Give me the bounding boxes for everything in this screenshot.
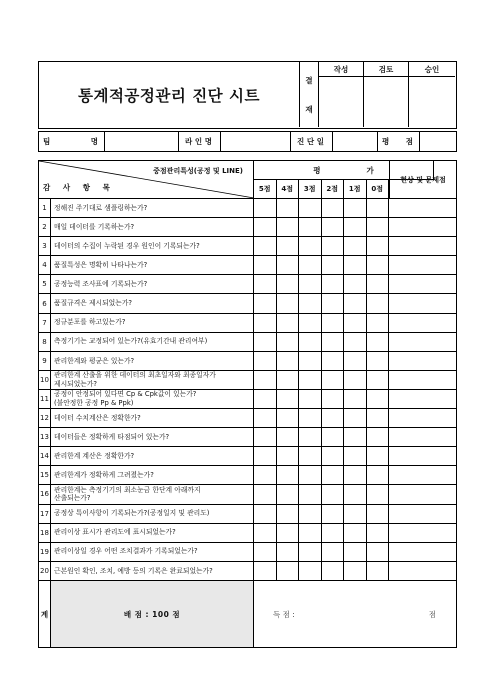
table-row <box>39 275 456 294</box>
score-cell[interactable] <box>367 256 390 274</box>
audit-rows <box>39 199 456 581</box>
approval-box <box>299 62 455 127</box>
score-cell[interactable] <box>344 352 367 370</box>
score-cell[interactable] <box>254 237 277 255</box>
issue-cell[interactable] <box>389 237 456 255</box>
score-cell[interactable] <box>277 218 300 236</box>
score-cell[interactable] <box>277 371 300 389</box>
score-cell[interactable] <box>322 371 345 389</box>
question-text: 공정이 안정되어 있다면 Cp & Cpk값이 있는가? (불안정한 공정 Pp & Ppk) <box>54 390 197 407</box>
score-cell[interactable] <box>344 199 367 217</box>
row-number: 4 <box>39 256 51 274</box>
row-number: 18 <box>39 524 51 542</box>
score-cell[interactable] <box>254 390 277 408</box>
question-text: 관리이상 표시가 관리도에 표시되었는가? <box>54 528 176 537</box>
score-cell[interactable] <box>277 199 300 217</box>
score-cell[interactable] <box>322 352 345 370</box>
score-cell[interactable] <box>344 409 367 427</box>
question-text: 품질규격은 제시되었는가? <box>54 299 132 308</box>
issue-cell[interactable] <box>389 543 456 561</box>
score-cell[interactable] <box>254 275 277 293</box>
issue-cell[interactable] <box>389 505 456 523</box>
date-value[interactable] <box>333 132 378 151</box>
score-cell[interactable] <box>322 218 345 236</box>
question-text: 데이터의 수집이 누락된 경우 원인이 기록되는가? <box>54 241 200 250</box>
approval-sign-reviewer[interactable] <box>364 77 408 127</box>
score-cell[interactable] <box>367 371 390 389</box>
issue-header <box>389 161 456 198</box>
score-cell[interactable] <box>299 256 322 274</box>
issue-cell[interactable] <box>389 466 456 484</box>
score-cell[interactable] <box>299 294 322 312</box>
table-row <box>39 199 456 218</box>
score-header-1: 1점 <box>344 180 367 198</box>
score-cell[interactable] <box>254 256 277 274</box>
score-cell[interactable] <box>277 314 300 332</box>
score-cell[interactable] <box>322 562 345 580</box>
score-cell[interactable] <box>367 447 390 465</box>
table-row <box>39 428 456 447</box>
score-cell[interactable] <box>277 237 300 255</box>
score-cell[interactable] <box>322 485 345 503</box>
issue-cell[interactable] <box>389 447 456 465</box>
score-cell[interactable] <box>254 543 277 561</box>
score-cell[interactable] <box>367 218 390 236</box>
score-cell[interactable] <box>254 524 277 542</box>
issue-cell[interactable] <box>389 485 456 503</box>
score-cell[interactable] <box>344 333 367 351</box>
score-cell[interactable] <box>367 562 390 580</box>
score-cell[interactable] <box>299 371 322 389</box>
score-cell[interactable] <box>367 294 390 312</box>
score-cell[interactable] <box>344 562 367 580</box>
question-text: 근본원인 확인, 조치, 예방 등의 기록은 완료되었는가? <box>54 566 213 575</box>
score-cell[interactable] <box>277 333 300 351</box>
total-points: 배 점 : 100 점 <box>51 581 254 647</box>
row-number: 10 <box>39 371 51 389</box>
score-cell[interactable] <box>322 428 345 446</box>
score-cell[interactable] <box>254 447 277 465</box>
question-text: 관리한계는 측정기기의 최소눈금 한단계 아래까지 산출되는가? <box>54 485 201 503</box>
team-label-2: 명 <box>90 137 98 146</box>
score-cell[interactable] <box>299 428 322 446</box>
issue-cell[interactable] <box>389 333 456 351</box>
question-text: 관리한계 산출을 위한 데이터의 최초일자와 최종일자가 제시되었는가? <box>54 371 216 388</box>
table-row <box>39 218 456 237</box>
score-cell[interactable] <box>277 294 300 312</box>
approval-header-author: 작성 <box>319 62 363 77</box>
question-text: 공정능력 조사표에 기록되는가? <box>54 280 148 289</box>
question-text: 관리한계가 정확하게 그려졌는가? <box>54 471 154 480</box>
score-cell[interactable] <box>277 256 300 274</box>
audit-items-header: 감 사 항 목 <box>43 183 115 192</box>
table-row <box>39 543 456 562</box>
table-row <box>39 333 456 352</box>
issue-cell[interactable] <box>389 371 456 389</box>
score-cell[interactable] <box>322 466 345 484</box>
question-text: 관리이상일 경우 어떤 조치결과가 기록되었는가? <box>54 547 198 556</box>
score-cell[interactable] <box>344 371 367 389</box>
score-cell[interactable] <box>322 294 345 312</box>
score-cell[interactable] <box>322 333 345 351</box>
question-text: 측정기기는 교정되어 있는가?(유효기간내 관리여부) <box>54 337 208 346</box>
issue-cell[interactable] <box>389 218 456 236</box>
row-number: 14 <box>39 447 51 465</box>
table-row <box>39 505 456 524</box>
row-number: 9 <box>39 352 51 370</box>
score-cell[interactable] <box>299 199 322 217</box>
issue-cell[interactable] <box>389 562 456 580</box>
score-cell[interactable] <box>254 466 277 484</box>
score-cell[interactable] <box>367 409 390 427</box>
rating-label-2: 점 <box>405 137 413 146</box>
team-label <box>39 132 105 151</box>
score-cell[interactable] <box>254 218 277 236</box>
row-number: 8 <box>39 333 51 351</box>
issue-cell[interactable] <box>389 390 456 408</box>
score-cell[interactable] <box>344 428 367 446</box>
rating-value[interactable] <box>420 132 456 151</box>
approval-sign-approver[interactable] <box>409 77 455 127</box>
approval-column-author <box>319 62 364 127</box>
score-cell[interactable] <box>254 352 277 370</box>
score-header-5: 5점 <box>254 180 277 198</box>
score-cell[interactable] <box>299 237 322 255</box>
score-cell[interactable] <box>254 333 277 351</box>
score-cell[interactable] <box>344 314 367 332</box>
score-cell[interactable] <box>322 524 345 542</box>
question-text: 공정상 특이사항이 기록되는가?(공정일지 및 관리도) <box>54 509 210 518</box>
score-cell[interactable] <box>322 447 345 465</box>
row-number: 3 <box>39 237 51 255</box>
score-cell[interactable] <box>344 524 367 542</box>
issue-cell[interactable] <box>389 428 456 446</box>
total-label: 계 <box>39 581 51 647</box>
issue-cell[interactable] <box>389 275 456 293</box>
table-row <box>39 390 456 409</box>
table-row <box>39 485 456 504</box>
issue-header-label: 현상 및 문제점 <box>400 175 446 184</box>
score-cell[interactable] <box>367 352 390 370</box>
score-cell[interactable] <box>367 199 390 217</box>
score-cell[interactable] <box>277 409 300 427</box>
table-row <box>39 371 456 390</box>
score-cell[interactable] <box>322 237 345 255</box>
score-cell[interactable] <box>254 199 277 217</box>
score-header-4: 4점 <box>277 180 300 198</box>
score-cell[interactable] <box>277 352 300 370</box>
issue-cell[interactable] <box>389 199 456 217</box>
info-row <box>38 131 457 152</box>
question-text: 데이터들은 정확하게 타점되어 있는가? <box>54 432 170 441</box>
score-cell[interactable] <box>299 333 322 351</box>
row-number: 12 <box>39 409 51 427</box>
score-cell[interactable] <box>254 485 277 503</box>
score-cell[interactable] <box>254 294 277 312</box>
score-cell[interactable] <box>344 485 367 503</box>
score-cell[interactable] <box>299 447 322 465</box>
score-cell[interactable] <box>299 466 322 484</box>
question-text: 품질특성은 명확히 나타나는가? <box>54 261 148 270</box>
score-cell[interactable] <box>299 218 322 236</box>
table-row <box>39 409 456 428</box>
evaluation-header-1: 평 <box>313 165 321 175</box>
team-value[interactable] <box>105 132 179 151</box>
question-text: 관리한계와 평균은 있는가? <box>54 356 135 365</box>
score-cell[interactable] <box>367 333 390 351</box>
earned-score-label: 득 점 : <box>273 609 295 619</box>
approval-header-approver: 승인 <box>409 62 455 77</box>
question-text: 정해진 주기대로 샘플링하는가? <box>54 203 148 212</box>
score-cell[interactable] <box>277 466 300 484</box>
score-cell[interactable] <box>277 505 300 523</box>
score-cell[interactable] <box>299 562 322 580</box>
score-cell[interactable] <box>277 524 300 542</box>
score-cell[interactable] <box>344 218 367 236</box>
question-text: 데이터 수치계산은 정확한가? <box>54 413 141 422</box>
row-number: 19 <box>39 543 51 561</box>
issue-cell[interactable] <box>389 256 456 274</box>
table-row <box>39 256 456 275</box>
table-row <box>39 352 456 371</box>
score-cell[interactable] <box>299 543 322 561</box>
score-cell[interactable] <box>299 314 322 332</box>
table-row <box>39 447 456 466</box>
document-title: 통계적공정관리 진단 시트 <box>78 86 260 105</box>
table-header <box>39 161 456 199</box>
score-cell[interactable] <box>344 466 367 484</box>
score-cell[interactable] <box>367 428 390 446</box>
score-cell[interactable] <box>277 428 300 446</box>
score-cell[interactable] <box>322 275 345 293</box>
approval-column-reviewer <box>364 62 409 127</box>
approval-sign-author[interactable] <box>319 77 363 127</box>
score-cell[interactable] <box>277 485 300 503</box>
row-number: 2 <box>39 218 51 236</box>
score-cell[interactable] <box>367 237 390 255</box>
score-cell[interactable] <box>367 314 390 332</box>
score-cell[interactable] <box>254 314 277 332</box>
issue-cell[interactable] <box>389 352 456 370</box>
table-row <box>39 314 456 333</box>
row-number: 15 <box>39 466 51 484</box>
row-number: 5 <box>39 275 51 293</box>
approval-side-label-1: 결 <box>305 75 313 85</box>
score-cell[interactable] <box>299 485 322 503</box>
table-row <box>39 466 456 485</box>
score-cell[interactable] <box>299 524 322 542</box>
score-cell[interactable] <box>344 390 367 408</box>
issue-cell[interactable] <box>389 294 456 312</box>
table-row <box>39 524 456 543</box>
score-cell[interactable] <box>367 275 390 293</box>
score-cell[interactable] <box>367 524 390 542</box>
diagonal-header-cell <box>39 161 254 198</box>
issue-cell[interactable] <box>389 409 456 427</box>
score-cell[interactable] <box>277 562 300 580</box>
row-number: 20 <box>39 562 51 580</box>
question-text: 매일 데이터를 기록하는가? <box>54 222 135 231</box>
score-cell[interactable] <box>322 199 345 217</box>
issue-cell[interactable] <box>389 524 456 542</box>
score-cell[interactable] <box>299 275 322 293</box>
earned-score-unit: 점 <box>428 609 436 619</box>
score-cell[interactable] <box>344 447 367 465</box>
score-cell[interactable] <box>322 505 345 523</box>
row-number: 1 <box>39 199 51 217</box>
score-cell[interactable] <box>367 466 390 484</box>
table-row <box>39 294 456 313</box>
score-cell[interactable] <box>254 505 277 523</box>
score-cell[interactable] <box>344 237 367 255</box>
score-cell[interactable] <box>299 390 322 408</box>
row-number: 11 <box>39 390 51 408</box>
total-row <box>39 581 456 647</box>
approval-header-reviewer: 검토 <box>364 62 408 77</box>
team-label-1: 팀 <box>43 137 51 146</box>
score-cell[interactable] <box>367 390 390 408</box>
table-row <box>39 237 456 256</box>
score-cell[interactable] <box>344 294 367 312</box>
question-text: 관리한계 계산은 정확한가? <box>54 452 135 461</box>
title-approval-block <box>38 61 457 129</box>
score-cell[interactable] <box>277 390 300 408</box>
score-cell[interactable] <box>344 505 367 523</box>
score-cell[interactable] <box>254 409 277 427</box>
category-header: 중점관리특성(공정 및 LINE) <box>153 167 243 175</box>
score-cell[interactable] <box>322 256 345 274</box>
score-cell[interactable] <box>367 543 390 561</box>
row-number: 7 <box>39 314 51 332</box>
score-cell[interactable] <box>254 428 277 446</box>
score-cell[interactable] <box>277 275 300 293</box>
date-label: 진 단 일 <box>291 132 333 151</box>
score-cell[interactable] <box>299 409 322 427</box>
score-cell[interactable] <box>254 562 277 580</box>
score-cell[interactable] <box>367 485 390 503</box>
score-header-0: 0점 <box>367 180 390 198</box>
audit-table <box>38 160 457 648</box>
score-header-3: 3점 <box>299 180 322 198</box>
score-cell[interactable] <box>322 390 345 408</box>
score-cell[interactable] <box>367 505 390 523</box>
score-cell[interactable] <box>299 352 322 370</box>
rating-label-1: 평 <box>382 137 390 146</box>
approval-side-label-2: 재 <box>305 104 313 114</box>
score-cell[interactable] <box>322 543 345 561</box>
score-cell[interactable] <box>322 314 345 332</box>
question-text: 정규분포를 하고있는가? <box>54 318 126 327</box>
row-number: 16 <box>39 485 51 503</box>
row-number: 17 <box>39 505 51 523</box>
approval-side-label <box>299 62 319 127</box>
score-cell[interactable] <box>344 543 367 561</box>
score-cell[interactable] <box>254 371 277 389</box>
score-cell[interactable] <box>344 256 367 274</box>
row-number: 13 <box>39 428 51 446</box>
score-cell[interactable] <box>299 505 322 523</box>
score-cell[interactable] <box>322 409 345 427</box>
line-label: 라 인 명 <box>179 132 221 151</box>
table-row <box>39 562 456 581</box>
approval-column-approver <box>409 62 455 127</box>
evaluation-header-2: 가 <box>366 165 374 175</box>
line-value[interactable] <box>221 132 291 151</box>
row-number: 6 <box>39 294 51 312</box>
score-cell[interactable] <box>277 543 300 561</box>
rating-label <box>378 132 420 151</box>
score-cell[interactable] <box>277 447 300 465</box>
score-header-2: 2점 <box>322 180 345 198</box>
issue-cell[interactable] <box>389 314 456 332</box>
score-cell[interactable] <box>344 275 367 293</box>
